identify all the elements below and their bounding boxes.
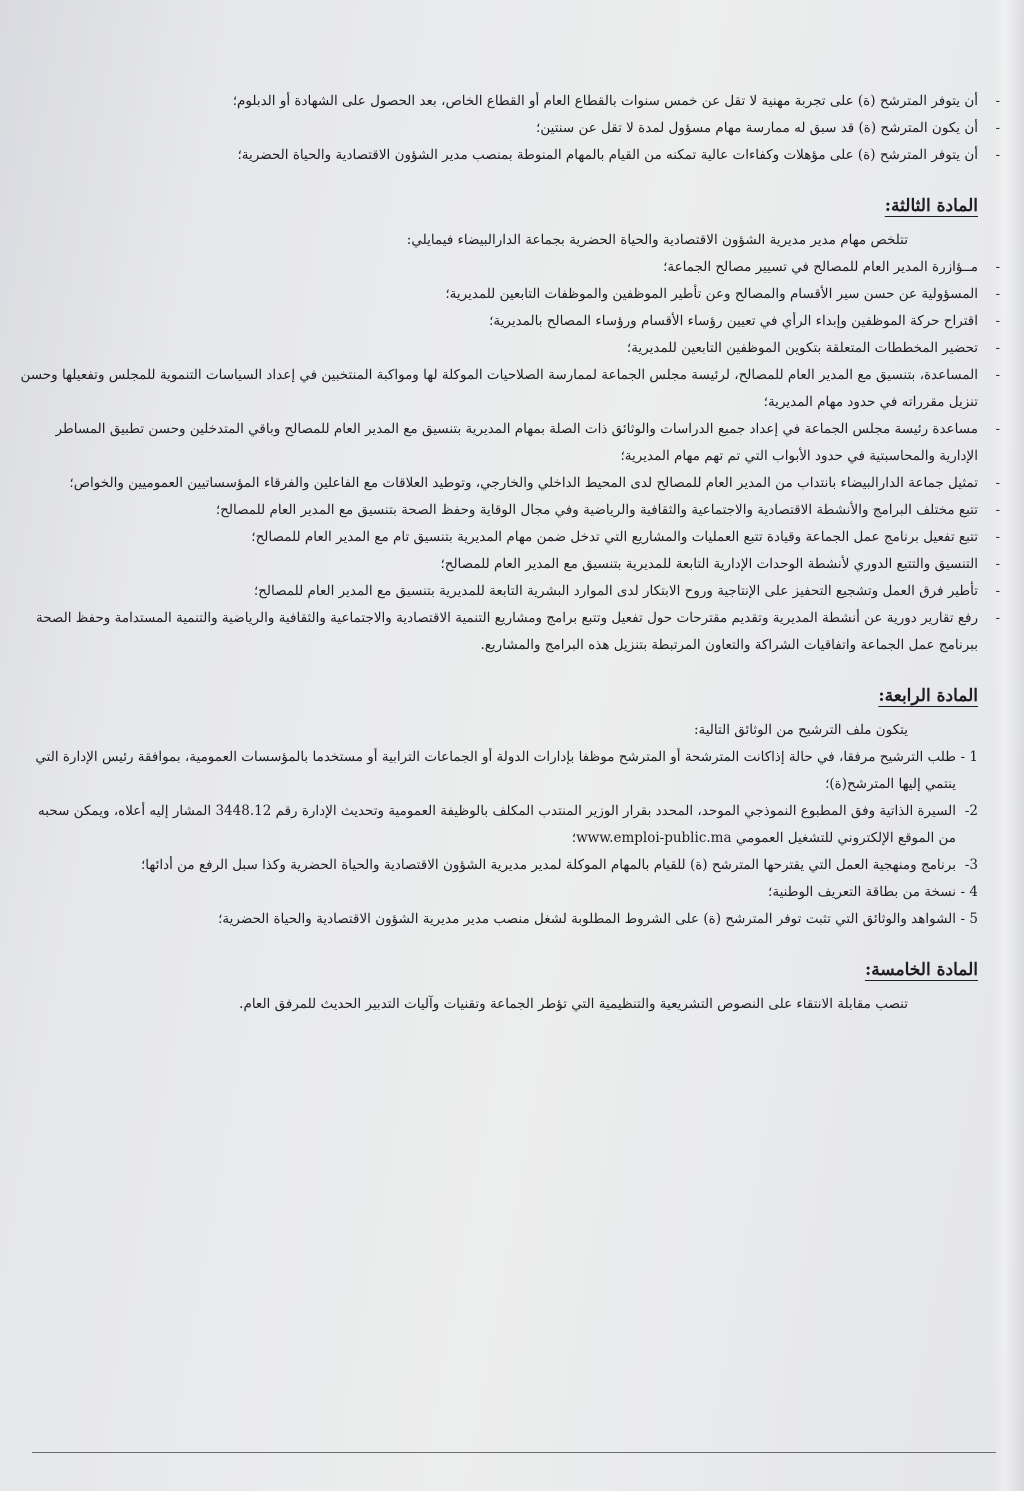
condition-item: أن يكون المترشح (ة) قد سبق له ممارسة مهام مسؤول لمدة لا تقل عن سنتين؛ - [20, 115, 978, 142]
document-item-text: برنامج ومنهجية العمل التي يقترحها المترشح (ة) للقيام بالمهام الموكلة لمدير مديرية الشؤون الاقتصادية والحياة الحضرية وكذا سبل الرفع من أدائها؛ [140, 857, 956, 873]
task-item: رفع تقارير دورية عن أنشطة المديرية وتقديم مقترحات حول تفعيل وتتبع برامج ومشاريع التنمية الاقتصادية والاجتماعية والثقافية والرياضية والتنمية المستدامة وحفظ الصحة ببرنامج عمل الجماعة واتفاقيات الشراكة والتعاون المرتبطة بتنزيل هذه البرامج والمشاريع. - [20, 605, 978, 659]
document-item [20, 798, 978, 852]
document-item-text: نسخة من بطاقة التعريف الوطنية؛ [768, 884, 956, 900]
document-item [20, 852, 978, 879]
document-item-number: 5 - [960, 911, 978, 927]
footer-divider [32, 1452, 996, 1453]
article-5-title: المادة الخامسة: [864, 960, 978, 980]
task-item: تتبع تفعيل برنامج عمل الجماعة وقيادة تتبع العمليات والمشاريع التي تدخل ضمن مهام المديرية بتنسيق تام مع المدير العام للمصالح؛ - [20, 524, 978, 551]
task-item: تمثيل جماعة الدارالبيضاء بانتداب من المدير العام للمصالح لدى المحيط الداخلي والخارجي، وتوطيد العلاقات مع الفاعلين والفرقاء المؤسساتيين العموميين والخواص؛ - [20, 470, 978, 497]
document-item-number: 2- [964, 803, 978, 819]
article-3-intro: تتلخص مهام مدير مديرية الشؤون الاقتصادية والحياة الحضرية بجماعة الدارالبيضاء فيمايلي: [406, 232, 908, 248]
task-item: مساعدة رئيسة مجلس الجماعة في إعداد جميع الدراسات والوثائق ذات الصلة بمهام المديرية بتنسيق مع المدير العام للمصالح وباقي المتدخلين وحسن تطبيق المساطر الإدارية والمحاسبتية في حدود الأبواب التي تم تهم مهام المديرية؛ - [20, 416, 978, 470]
document-item [20, 879, 978, 906]
document-item-text: طلب الترشيح مرفقا، في حالة إذاكانت المترشحة أو المترشح موظفا بإدارات الدولة أو الجماعات الترابية أو مستخدما بالمؤسسات العمومية، بموافقة رئيس الإدارة التي ينتمي إليها المترشح(ة)؛ [35, 749, 956, 792]
document-item [20, 744, 978, 798]
article-5 [20, 955, 978, 1018]
conditions-list [20, 88, 978, 169]
article-4-title: المادة الرابعة: [878, 686, 978, 706]
article-4-intro: يتكون ملف الترشيح من الوثائق التالية: [693, 722, 908, 738]
paper-edge-shading [992, 0, 1024, 1491]
article-4 [20, 681, 978, 933]
document-item-text: الشواهد والوثائق التي تثبت توفر المترشح (ة) على الشروط المطلوبة لشغل منصب مدير مديرية الشؤون الاقتصادية والحياة الحضرية؛ [218, 911, 956, 927]
document-item-text: السيرة الذاتية وفق المطبوع النموذجي الموحد، المحدد بقرار الوزير المنتدب المكلف بالوظيفة العمومية وتحديث الإدارة رقم 3448.12 المشار إليه أعلاه، ويمكن سحبه من الموقع الإلكتروني للتشغيل العمومي www.emploi-public.ma؛ [38, 803, 956, 846]
task-item: تتبع مختلف البرامج والأنشطة الاقتصادية والاجتماعية والثقافية والرياضية وفي مجال الوقاية وحفظ الصحة بتنسيق مع المدير العام للمصالح؛ - [20, 497, 978, 524]
article-5-text: تنصب مقابلة الانتقاء على النصوص التشريعية والتنظيمية التي تؤطر الجماعة وتقنيات وآليات التدبير الحديث للمرفق العام. [239, 996, 908, 1012]
task-item: المساعدة، بتنسيق مع المدير العام للمصالح، لرئيسة مجلس الجماعة لممارسة الصلاحيات الموكلة لها ومواكبة المنتخبين في إعداد السياسات التنموية للمجلس وتفعيلها وحسن تنزيل مقرراته في حدود مهام المديرية؛ - [20, 362, 978, 416]
document-item-number: 3- [964, 857, 978, 873]
condition-item: أن يتوفر المترشح (ة) على تجربة مهنية لا تقل عن خمس سنوات بالقطاع العام أو القطاع الخاص، بعد الحصول على الشهادة أو الدبلوم؛ - [20, 88, 978, 115]
article-3-title: المادة الثالثة: [884, 196, 978, 216]
task-item: المسؤولية عن حسن سير الأقسام والمصالح وعن تأطير الموظفين والموظفات التابعين للمديرية؛ - [20, 281, 978, 308]
task-item: تأطير فرق العمل وتشجيع التحفيز على الإنتاجية وروح الابتكار لدى الموارد البشرية التابعة للمديرية بتنسيق مع المدير العام للمصالح؛ - [20, 578, 978, 605]
document-item-number: 4 - [960, 884, 978, 900]
task-item: تحضير المخططات المتعلقة بتكوين الموظفين التابعين للمديرية؛ - [20, 335, 978, 362]
task-item: التنسيق والتتبع الدوري لأنشطة الوحدات الإدارية التابعة للمديرية بتنسيق مع المدير العام للمصالح؛ - [20, 551, 978, 578]
task-item: مــؤازرة المدير العام للمصالح في تسيير مصالح الجماعة؛ - [20, 254, 978, 281]
task-item: اقتراح حركة الموظفين وإبداء الرأي في تعيين رؤساء الأقسام ورؤساء المصالح بالمديرية؛ - [20, 308, 978, 335]
condition-item: أن يتوفر المترشح (ة) على مؤهلات وكفاءات عالية تمكنه من القيام بالمهام المنوطة بمنصب مدير الشؤون الاقتصادية والحياة الحضرية؛ - [20, 142, 978, 169]
document-item [20, 906, 978, 933]
document-item-number: 1 - [960, 749, 978, 765]
article-3 [20, 191, 978, 659]
document-body [20, 88, 978, 1018]
